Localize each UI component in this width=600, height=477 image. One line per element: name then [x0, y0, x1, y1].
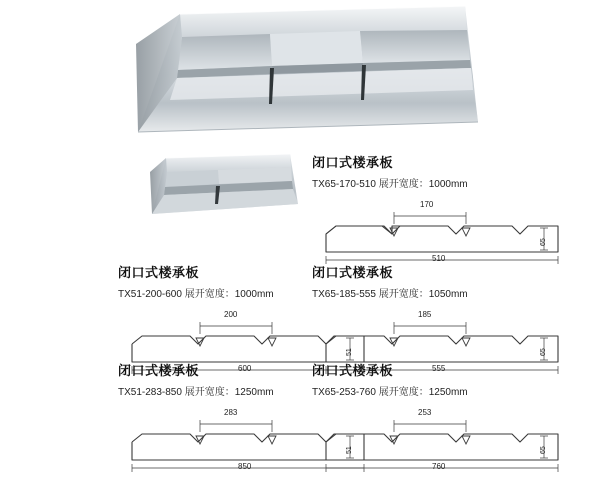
panel-subtitle: TX65-253-760 展开宽度：1250mm: [312, 387, 468, 398]
side-dimension: 51: [346, 446, 353, 454]
panel-tx65-170-510: [312, 152, 572, 264]
side-dimension: 65: [540, 238, 547, 246]
top-dimension: 283: [224, 408, 238, 417]
panel-title: 闭口式楼承板: [118, 363, 200, 378]
bottom-dimension: 510: [432, 254, 446, 263]
panel-tx65-253-760: [312, 360, 572, 472]
panel-title: 闭口式楼承板: [312, 155, 394, 170]
panel-subtitle: TX65-170-510 展开宽度：1000mm: [312, 179, 468, 190]
bottom-dimension: 760: [432, 462, 446, 471]
top-dimension: 170: [420, 200, 434, 209]
top-dimension: 200: [224, 310, 238, 319]
panel-subtitle: TX51-200-600 展开宽度：1000mm: [118, 289, 274, 300]
bottom-dimension: 600: [238, 364, 252, 373]
panel-tx65-185-555: [312, 262, 572, 374]
panel-subtitle: TX65-185-555 展开宽度：1050mm: [312, 289, 468, 300]
steel-decking-small-photo: [140, 150, 300, 220]
bottom-dimension: 850: [238, 462, 252, 471]
profile-drawing: [312, 194, 572, 264]
top-dimension: 253: [418, 408, 432, 417]
panel-title: 闭口式楼承板: [312, 363, 394, 378]
profile-drawing: [312, 402, 572, 472]
side-dimension: 65: [540, 348, 547, 356]
top-dimension: 185: [418, 310, 432, 319]
side-dimension: 51: [346, 348, 353, 356]
bottom-dimension: 555: [432, 364, 446, 373]
panel-subtitle: TX51-283-850 展开宽度：1250mm: [118, 387, 274, 398]
panel-title: 闭口式楼承板: [118, 265, 200, 280]
steel-decking-photo: [120, 4, 480, 134]
panel-title: 闭口式楼承板: [312, 265, 394, 280]
side-dimension: 65: [540, 446, 547, 454]
